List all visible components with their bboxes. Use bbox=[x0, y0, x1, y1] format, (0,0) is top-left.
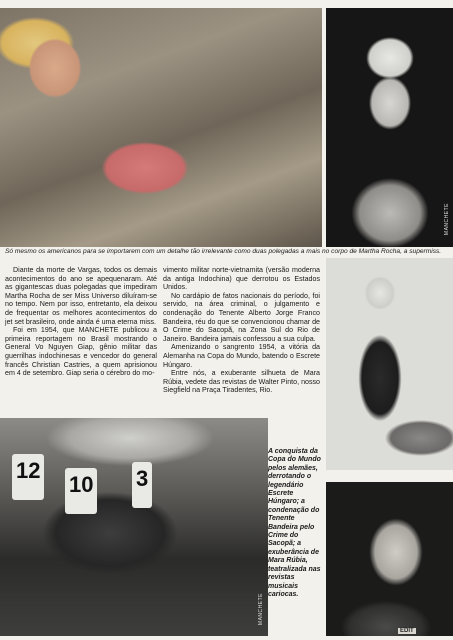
paragraph: Amenizando o sangrento 1954, a vitória da Alemanha na Copa do Mundo, batendo o Escrete Húngaro. bbox=[163, 343, 320, 369]
photo-tenente-bandeira bbox=[326, 482, 453, 636]
paragraph: Diante da morte de Vargas, todos os demais acontecimentos do ano se apequenaram. Até as gigantescas duas polegadas que impediram Martha Rocha de ser Miss Universo diluíram-se no tempo. Nem por isso, entretanto, ela deixou de frequentar os melhores acontecimentos do jet set brasileiro, onde ainda é uma eterna miss. bbox=[5, 266, 157, 326]
jersey-number: 10 bbox=[65, 468, 97, 514]
photo-world-cup-players bbox=[0, 418, 268, 636]
photo-credit: MANCHETE bbox=[258, 593, 264, 626]
paragraph: Entre nós, a exuberante silhueta de Mara Rúbia, vedete das revistas de Walter Pinto, nosso Siegfield na Praça Tiradentes, Rio. bbox=[163, 369, 320, 395]
side-photo-caption: A conquista da Copa do Mundo pelos alemães, derrotando o legendário Escrete Húngaro; a condenação do Tenente Bandeira pelo Crime do Sacopã; a exuberância de Mara Rúbia, teatralizada nas revistas musicais cariocas. bbox=[268, 448, 321, 598]
jersey-number: 3 bbox=[132, 462, 152, 508]
top-photo-caption: Só mesmo os americanos para se importarem com um detalhe tão irrelevante como duas polegadas a mais no corpo de Martha Rocha, a supermiss. bbox=[5, 248, 442, 255]
photo-woman-in-swimsuit bbox=[0, 8, 322, 247]
article-column-2 bbox=[163, 266, 320, 395]
paragraph: Foi em 1954, que MANCHETE publicou a primeira reportagem no Brasil mostrando o General Vo Nguyen Giap, gênio militar das guerrilhas indochinesas e vencedor do general francês Christian Castries, a quem aprisionou em 4 de setembro. Giap seria o cérebro do mo- bbox=[5, 326, 157, 378]
jersey-number: 12 bbox=[12, 454, 44, 500]
article-column-1 bbox=[5, 266, 157, 378]
paragraph: vimento militar norte-vietnamita (versão moderna da antiga Indochina) que derrotou os Estados Unidos. bbox=[163, 266, 320, 292]
paragraph: No cardápio de fatos nacionais do período, foi servido, na área criminal, o julgamento e condenação do Tenente Alberto Jorge Franco Bandeira, réu do que se convencionou chamar de O Crime do Sacopã, na Zona Sul do Rio de Janeiro. Bandeira jamais confessou a sua culpa. bbox=[163, 291, 320, 343]
photo-credit: MANCHETE bbox=[444, 203, 450, 236]
photo-mara-rubia bbox=[326, 258, 453, 470]
photo-martha-rocha bbox=[326, 8, 453, 247]
publisher-logo: EDIT bbox=[400, 628, 414, 634]
